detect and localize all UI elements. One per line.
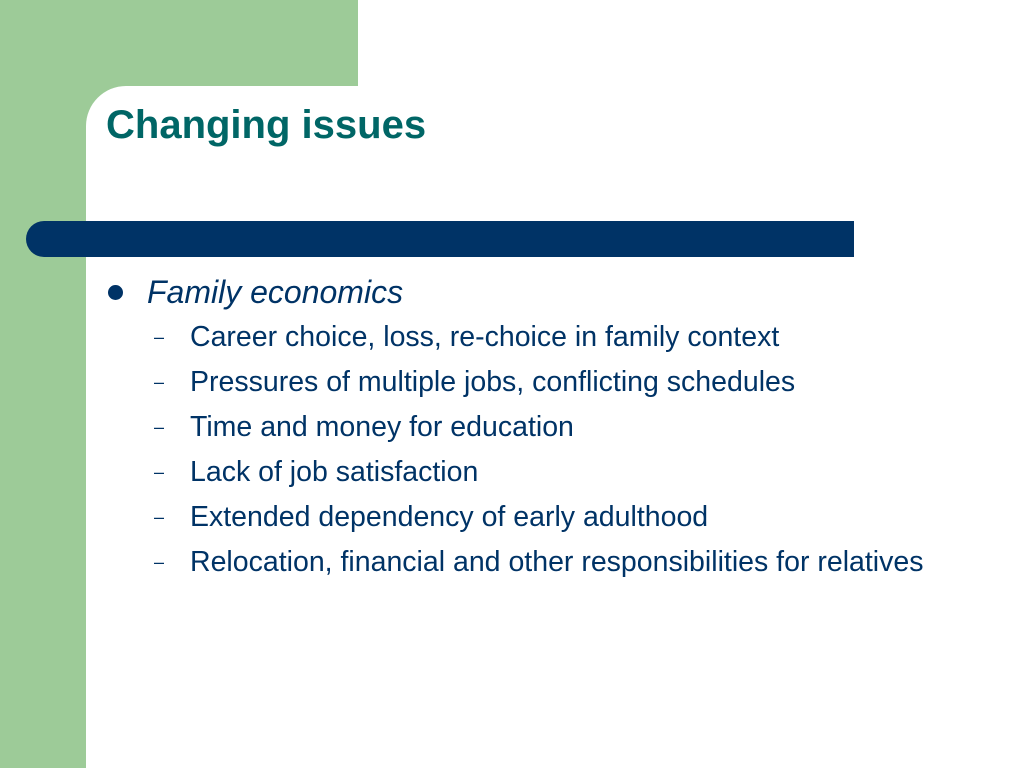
main-bullet [108, 270, 403, 314]
title-divider-bar [26, 221, 854, 257]
sub-bullet-text: Time and money for education [190, 411, 574, 443]
dash-icon: – [154, 417, 165, 437]
sub-bullet-item [152, 498, 952, 536]
bullet-dot-icon [108, 285, 123, 300]
dash-icon: – [154, 462, 165, 482]
dash-icon: – [154, 507, 165, 527]
dash-icon: – [154, 372, 165, 392]
sub-bullet-item [152, 363, 952, 401]
dash-icon: – [154, 327, 165, 347]
sub-bullet-text: Career choice, loss, re-choice in family context [190, 321, 780, 353]
dash-icon: – [154, 552, 165, 572]
slide-title: Changing issues [106, 103, 427, 147]
sub-bullet-text: Pressures of multiple jobs, conflicting schedules [190, 366, 796, 398]
sub-bullet-list [152, 318, 952, 588]
sub-bullet-item [152, 318, 952, 356]
main-bullet-text: Family economics [147, 274, 404, 310]
sub-bullet-item [152, 408, 952, 446]
sub-bullet-text: Lack of job satisfaction [190, 456, 479, 488]
sub-bullet-text: Relocation, financial and other responsibilities for relatives [190, 546, 924, 578]
sub-bullet-item [152, 543, 952, 581]
sub-bullet-item [152, 453, 952, 491]
sub-bullet-text: Extended dependency of early adulthood [190, 501, 709, 533]
